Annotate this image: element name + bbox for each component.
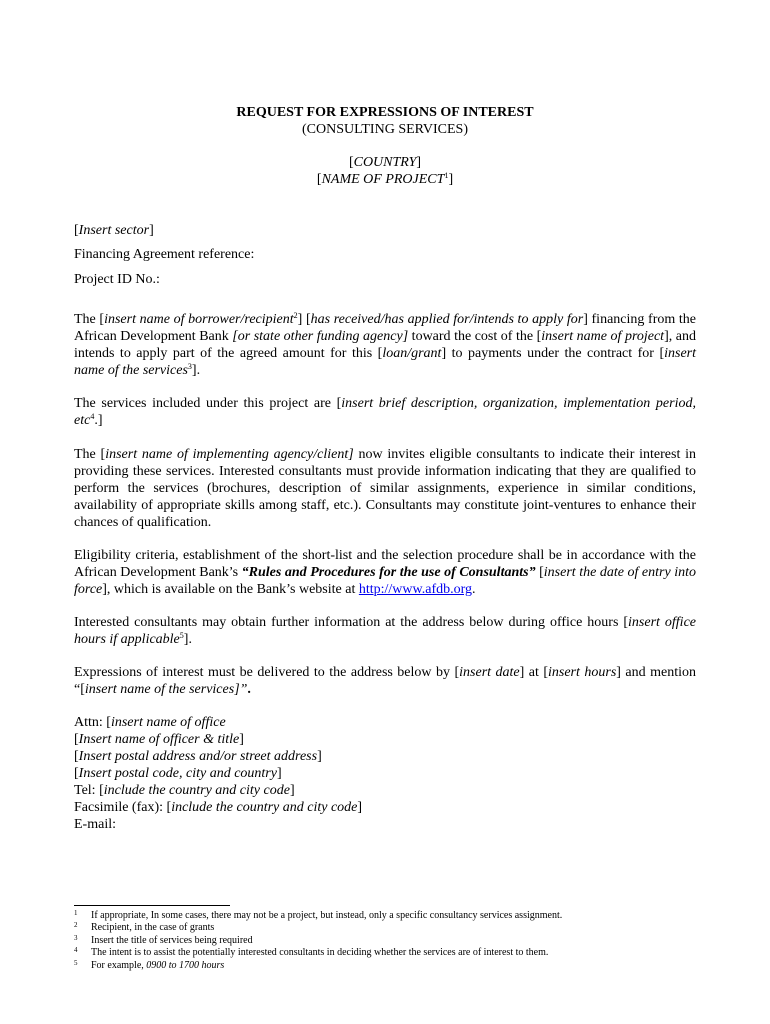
project-placeholder: [NAME OF PROJECT$^1$] <box>316 171 454 187</box>
document-subtitle: (CONSULTING SERVICES) <box>302 122 468 137</box>
country-placeholder: [COUNTRY] <box>348 155 422 170</box>
address-officer: [Insert name of officer & title] <box>74 732 244 747</box>
address-email: E-mail: <box>74 817 116 832</box>
address-tel: Tel: [include the country and city code] <box>74 783 295 798</box>
paragraph-submission: Expressions of interest must be delivered to the address below by [insert date] at [insert hours] and mention “[insert name of the services]”. <box>74 665 696 697</box>
footnote-ref[interactable]: 3 <box>187 362 192 371</box>
project-id: Project ID No.: <box>74 272 160 287</box>
address-attn: Attn: [insert name of office <box>74 715 226 730</box>
sector-line: [Insert sector] <box>74 223 154 238</box>
footnote-divider <box>74 905 230 906</box>
paragraph-eligibility: Eligibility criteria, establishment of the short-list and the selection procedure shall be in accordance with the African Development Bank’s “Rules and Procedures for the use of Consultants” [insert the date of entry into force], which is available on the Bank’s website at http://www.afdb.org. <box>74 548 696 597</box>
address-city: [Insert postal code, city and country] <box>74 766 282 781</box>
address-postal: [Insert postal address and/or street address] <box>74 749 322 764</box>
footnote-ref[interactable]: 5 <box>179 631 184 640</box>
address-block <box>74 714 696 833</box>
footnote-ref[interactable]: 4 <box>90 412 95 421</box>
paragraph-services: The services included under this project are [insert brief description, organization, implementation period, etc$^4$.] <box>74 396 696 428</box>
document-page: REQUEST FOR EXPRESSIONS OF INTEREST (CONSULTING SERVICES) [COUNTRY] [NAME OF PROJECT$^1$] [Insert sector] Financing Agreement reference: Project ID No.: The [insert name of borrower/recipient$^2$] [has received/has applied for/intends to apply for] financing from the African Development Bank [or state other funding agency] toward the cost of the [insert name of project], and intends to apply part of the agreed amount for this [loan/grant] to payments under the contract for [insert name of the services$^3$]. The services included under this project are [insert brief description, organization, implementation period, etc$^4$.] The [insert name of implementing agency/client] now invites eligible consultants to indicate their interest in providing these services. Interested consultants must provide information indicating that they are qualified to perform the services (brochures, description of similar assignments, experience in similar conditions, availability of appropriate skills among staff, etc.). Consultants may constitute joint-ventures to enhance their chances of qualification. Eligibility criteria, establishment of the short-list and the selection procedure shall be in accordance with the African Development Bank’s “Rules and Procedures for the use of Consultants” [insert the date of entry into force], which is available on the Bank’s website at http://www.afdb.org. Interested consultants may obtain further information at the address below during office hours [insert office hours if applicable$^5$]. Expressions of interest must be delivered to the address below by [insert date] at [insert hours] and mention “[insert name of the services]”. Attn: [insert name of office [Insert name of officer & title] [Insert postal address and/or street address] [Insert postal code, city and country] Tel: [include the country and city code] Facsimile (fax): [include the country and city code] E-mail: 1 If appropriate, In some cases, there may not be a project, but instead, only a specific consultancy services assignment. 2 Recipient, in the case of grants 3 Insert the title of services being required 4 The intent is to assist the potentially interested consultants in deciding whether the services are of interest to them. 5 For example, 0900 to 1700 hours <box>0 0 770 1024</box>
paragraph-invitation: The [insert name of implementing agency/client] now invites eligible consultants to indicate their interest in providing these services. Interested consultants must provide information indicating that they are qualified to perform the services (brochures, description of similar assignments, experience in similar conditions, availability of appropriate skills among staff, etc.). Consultants may constitute joint-ventures to enhance their chances of qualification. <box>74 447 697 530</box>
afdb-website-link[interactable]: http://www.afdb.org <box>358 582 473 597</box>
paragraph-financing: The [insert name of borrower/recipient$^2$] [has received/has applied for/intends to apply for] financing from the African Development Bank [or state other funding agency] toward the cost of the [insert name of project], and intends to apply part of the agreed amount for this [loan/grant] to payments under the contract for [insert name of the services$^3$]. <box>74 311 697 378</box>
document-title: REQUEST FOR EXPRESSIONS OF INTEREST <box>236 105 534 120</box>
footnote-ref[interactable]: 1 <box>444 171 449 180</box>
address-fax: Facsimile (fax): [include the country and city code] <box>74 800 363 815</box>
paragraph-information: Interested consultants may obtain further information at the address below during office hours [insert office hours if applicable$^5$]. <box>74 615 696 647</box>
footnote-ref[interactable]: 2 <box>293 311 298 320</box>
financing-reference: Financing Agreement reference: <box>74 247 255 262</box>
